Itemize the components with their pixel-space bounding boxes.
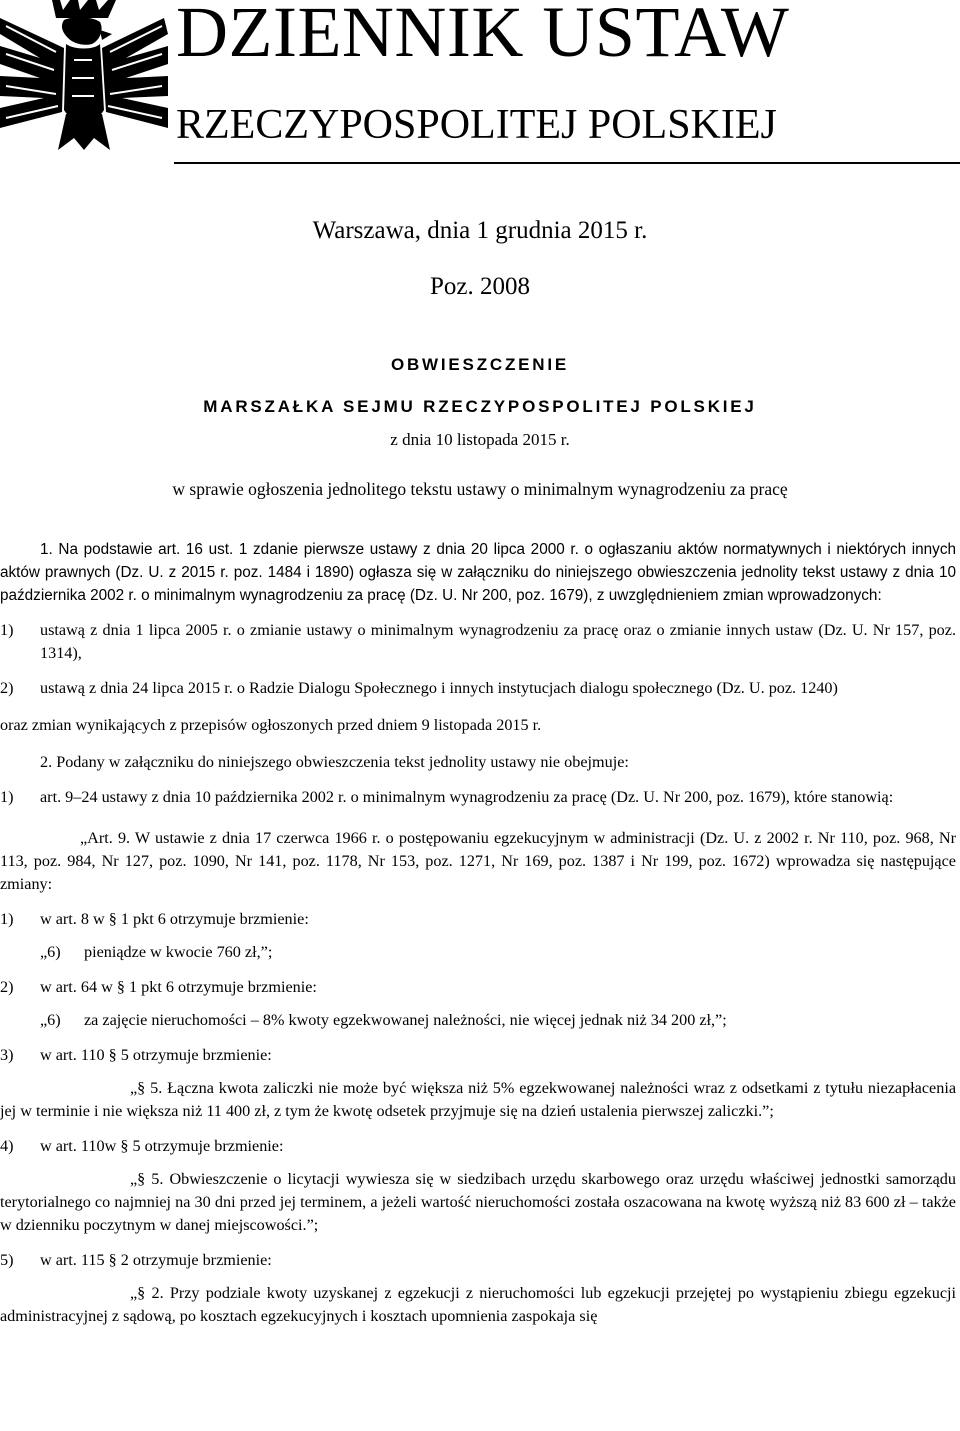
change-number: 5) — [0, 1251, 14, 1269]
position-number: Poz. 2008 — [430, 273, 530, 300]
list-item-text: ustawą z dnia 1 lipca 2005 r. o zmianie ustawy o minimalnym wynagrodzeniu za pracę oraz o zmianie innych ustaw (Dz. U. Nr 157, poz. 1314), — [40, 621, 956, 662]
paragraph-2: 2. Podany w załączniku do niniejszego obwieszczenia tekst jednolity ustawy nie obejmuje: — [40, 753, 629, 771]
change-text: w art. 115 § 2 otrzymuje brzmienie: — [40, 1251, 272, 1269]
quoted-provision: „§ 5. Obwieszczenie o licytacji wywiesza się w siedzibach urzędu skarbowego oraz urzędu właściwej jednostki samorządu terytorialnego co najmniej na 30 dni przed jej terminem, a jeżeli wartość nieruchomości została oszacowana na kwotę wyższą niż 83 600 zł – także w dzienniku poczytnym w danej miejscowości.”; — [0, 1170, 956, 1234]
paragraph-1: 1. Na podstawie art. 16 ust. 1 zdanie pierwsze ustawy z dnia 20 lipca 2000 r. o ogłaszaniu aktów normatywnych i niektórych innych aktów prawnych (Dz. U. z 2015 r. poz. 1484 i 1890) ogłasza się w załączniku do niniejszego obwieszczenia jednolity tekst ustawy z dnia 10 października 2002 r. o minimalnym wynagrodzeniu za pracę (Dz. U. Nr 200, poz. 1679), z uwzględnieniem zmian wprowadzonych: — [0, 541, 956, 604]
list-item-text: ustawą z dnia 24 lipca 2015 r. o Radzie Dialogu Społecznego i innych instytucjach dialogu społecznego (Dz. U. poz. 1240) — [40, 679, 838, 697]
change-text: w art. 110w § 5 otrzymuje brzmienie: — [40, 1137, 284, 1155]
change-text: w art. 110 § 5 otrzymuje brzmienie: — [40, 1046, 272, 1064]
quoted-provision: „§ 2. Przy podziale kwoty uzyskanej z egzekucji z nieruchomości lub egzekucji przejętej po wystąpieniu zbiegu egzekucji administracyjnej z sądową, po kosztach egzekucyjnych i kosztach upomnienia zaspokaja się — [0, 1284, 956, 1325]
announcement-issuer: MARSZAŁKA SEJMU RZECZYPOSPOLITEJ POLSKIEJ — [203, 397, 757, 416]
change-number: 4) — [0, 1137, 14, 1155]
change-text: w art. 8 w § 1 pkt 6 otrzymuje brzmienie: — [40, 910, 309, 928]
quoted-number: „6) — [40, 943, 61, 961]
announcement-subject: w sprawie ogłoszenia jednolitego tekstu ustawy o minimalnym wynagrodzeniu za pracę — [172, 479, 788, 499]
quoted-provision — [0, 1009, 956, 1032]
quoted-provision: „§ 5. Łączna kwota zaliczki nie może być większa niż 5% egzekwowanej należności wraz z odsetkami z tytułu niezapłacenia jej w terminie i nie większa niż 11 400 zł, z tym że kwotę odsetek przyjmuje się na dzień ustalenia pierwszej zaliczki.”; — [0, 1079, 956, 1120]
announcement-heading: OBWIESZCZENIE — [390, 355, 570, 374]
document-body — [0, 538, 956, 1328]
change-item — [0, 1044, 956, 1067]
list-item-number: 2) — [0, 679, 14, 697]
issue-date: Warszawa, dnia 1 grudnia 2015 r. — [312, 217, 648, 244]
eagle-emblem-icon — [0, 0, 168, 150]
quoted-text: za zajęcie nieruchomości – 8% kwoty egzekwowanej należności, nie więcej jednak niż 34 200 zł,”; — [84, 1011, 727, 1029]
quoted-text: pieniądze w kwocie 760 zł,”; — [84, 943, 273, 961]
change-item — [0, 908, 956, 931]
header-divider — [174, 162, 960, 164]
change-item — [0, 1249, 956, 1272]
change-text: w art. 64 w § 1 pkt 6 otrzymuje brzmienie: — [40, 978, 317, 996]
change-number: 1) — [0, 910, 14, 928]
list-item — [0, 786, 956, 809]
journal-title: DZIENNIK USTAW — [176, 0, 790, 72]
list-item-text: art. 9–24 ustawy z dnia 10 października 2002 r. o minimalnym wynagrodzeniu za pracę (Dz. U. Nr 200, poz. 1679), które stanowią: — [40, 788, 894, 806]
list-item-number: 1) — [0, 788, 14, 806]
change-item — [0, 976, 956, 999]
list-item-number: 1) — [0, 621, 14, 639]
paragraph-oraz: oraz zmian wynikających z przepisów ogłoszonych przed dniem 9 listopada 2015 r. — [0, 716, 542, 734]
quoted-number: „6) — [40, 1011, 61, 1029]
quoted-provision — [0, 941, 956, 964]
journal-subtitle: RZECZYPOSPOLITEJ POLSKIEJ — [176, 102, 777, 148]
list-item — [0, 677, 956, 700]
announcement-date: z dnia 10 listopada 2015 r. — [390, 430, 570, 449]
quote-intro: „Art. 9. W ustawie z dnia 17 czerwca 1966 r. o postępowaniu egzekucyjnym w administracji (Dz. U. z 2002 r. Nr 110, poz. 968, Nr 113, poz. 984, Nr 127, poz. 1090, Nr 141, poz. 1178, Nr 153, poz. 1271, Nr 169, poz. 1387 i Nr 199, poz. 1672) wprowadza się następujące zmiany: — [0, 829, 956, 893]
list-item — [0, 619, 956, 665]
change-item — [0, 1135, 956, 1158]
change-number: 3) — [0, 1046, 14, 1064]
change-number: 2) — [0, 978, 14, 996]
